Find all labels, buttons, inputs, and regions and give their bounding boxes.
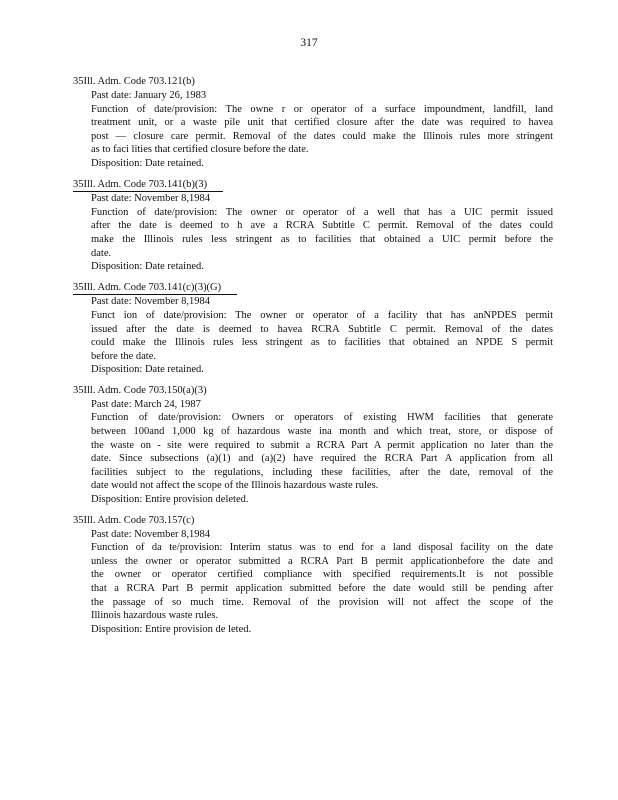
function-line: facilities subject to the regulations, including these facilities, after the date, removal of the [91,466,553,478]
function-line: between 100and 1,000 kg of hazardous waste ina month and which treat, store, or dispose of [91,426,553,438]
entry-body [73,89,553,171]
provision-entry [73,277,553,377]
provision-entry [73,510,553,637]
entry-body [73,295,553,377]
entry-body [73,398,553,507]
citation: 35Ill. Adm. Code 703.157(c) [73,514,195,526]
past-date: Past date: November 8,1984 [91,296,210,308]
function-line: Function of date/provision: The owner or operator of a well that has a UIC permit issued [91,206,553,218]
citation: 35Ill. Adm. Code 703.141(c)(3)(G) [73,282,237,296]
disposition: Disposition: Entire provision de leted. [91,623,252,635]
entry-body [73,192,553,274]
provision-entry [73,380,553,507]
function-line: Function of date/provision: Owners or operators of existing HWM facilities that generate [91,412,553,424]
citation: 35Ill. Adm. Code 703.141(b)(3) [73,179,223,193]
disposition: Disposition: Entire provision deleted. [91,494,249,506]
past-date: Past date: January 26, 1983 [91,90,207,101]
citation: 35Ill. Adm. Code 703.121(b) [73,76,195,87]
past-date: Past date: November 8,1984 [91,528,210,540]
citation: 35Ill. Adm. Code 703.150(a)(3) [73,384,207,396]
function-line: date. Since subsections (a)(1) and (a)(2) have required the RCRA Part A application from all [91,453,553,465]
provision-entry [73,174,553,274]
function-line: make the Illinois rules less stringent as to facilities that obtained a UIC permit before the [91,233,553,245]
function-line: that a RCRA Part B permit application submitted before the date would still be pending after [91,583,553,594]
function-line: the waste on - site were required to submit a RCRA Part A permit application no later than the [91,439,553,451]
function-line: after the date is deemed to h ave a RCRA Subtitle C permit. Removal of the dates could [91,220,553,232]
past-date: Past date: November 8,1984 [91,193,210,205]
provision-entry [73,71,553,171]
function-line: before the date. [91,350,157,362]
page-number: 317 [300,37,318,49]
provisions-list [73,71,553,639]
disposition: Disposition: Date retained. [91,261,204,273]
function-line: issued after the date is deemed to havea RCRA Subtitle C permit. Removal of the dates [91,323,553,335]
disposition: Disposition: Date retained. [91,364,204,376]
entry-body [73,528,553,637]
function-line: Function of da te/provision: Interim status was to end for a land disposal facility on the date [91,542,553,554]
function-line: treatment unit, or a waste pile unit that certified closure after the date was required to havea [91,117,553,129]
function-line: the owner or operator certified compliance with specified requirements.It is not possible [91,569,553,581]
function-line: unless the owner or operator submitted a RCRA Part B permit applicationbefore the date and [91,555,553,567]
function-line: as to faci lities that certified closure before the date. [91,144,309,156]
function-line: the passage of so much time. Removal of the provision will not affect the scope of the [91,596,553,608]
function-line: Function of date/provision: The owne r or operator of a surface impoundment, landfill, land [91,103,553,115]
function-line: Funct ion of date/provision: The owner or operator of a facility that has anNPDES permit [91,309,553,321]
function-line: date would not affect the scope of the Illinois hazardous waste rules. [91,480,379,492]
disposition: Disposition: Date retained. [91,157,204,169]
function-line: date. [91,247,112,259]
function-line: Illinois hazardous waste rules. [91,610,219,622]
function-line: post — closure care permit. Removal of the dates could make the Illinois rules more stringent [91,130,553,142]
past-date: Past date: March 24, 1987 [91,398,201,410]
function-line: could make the Illinois rules less stringent as to facilities that obtained an NPDE S permit [91,337,553,349]
